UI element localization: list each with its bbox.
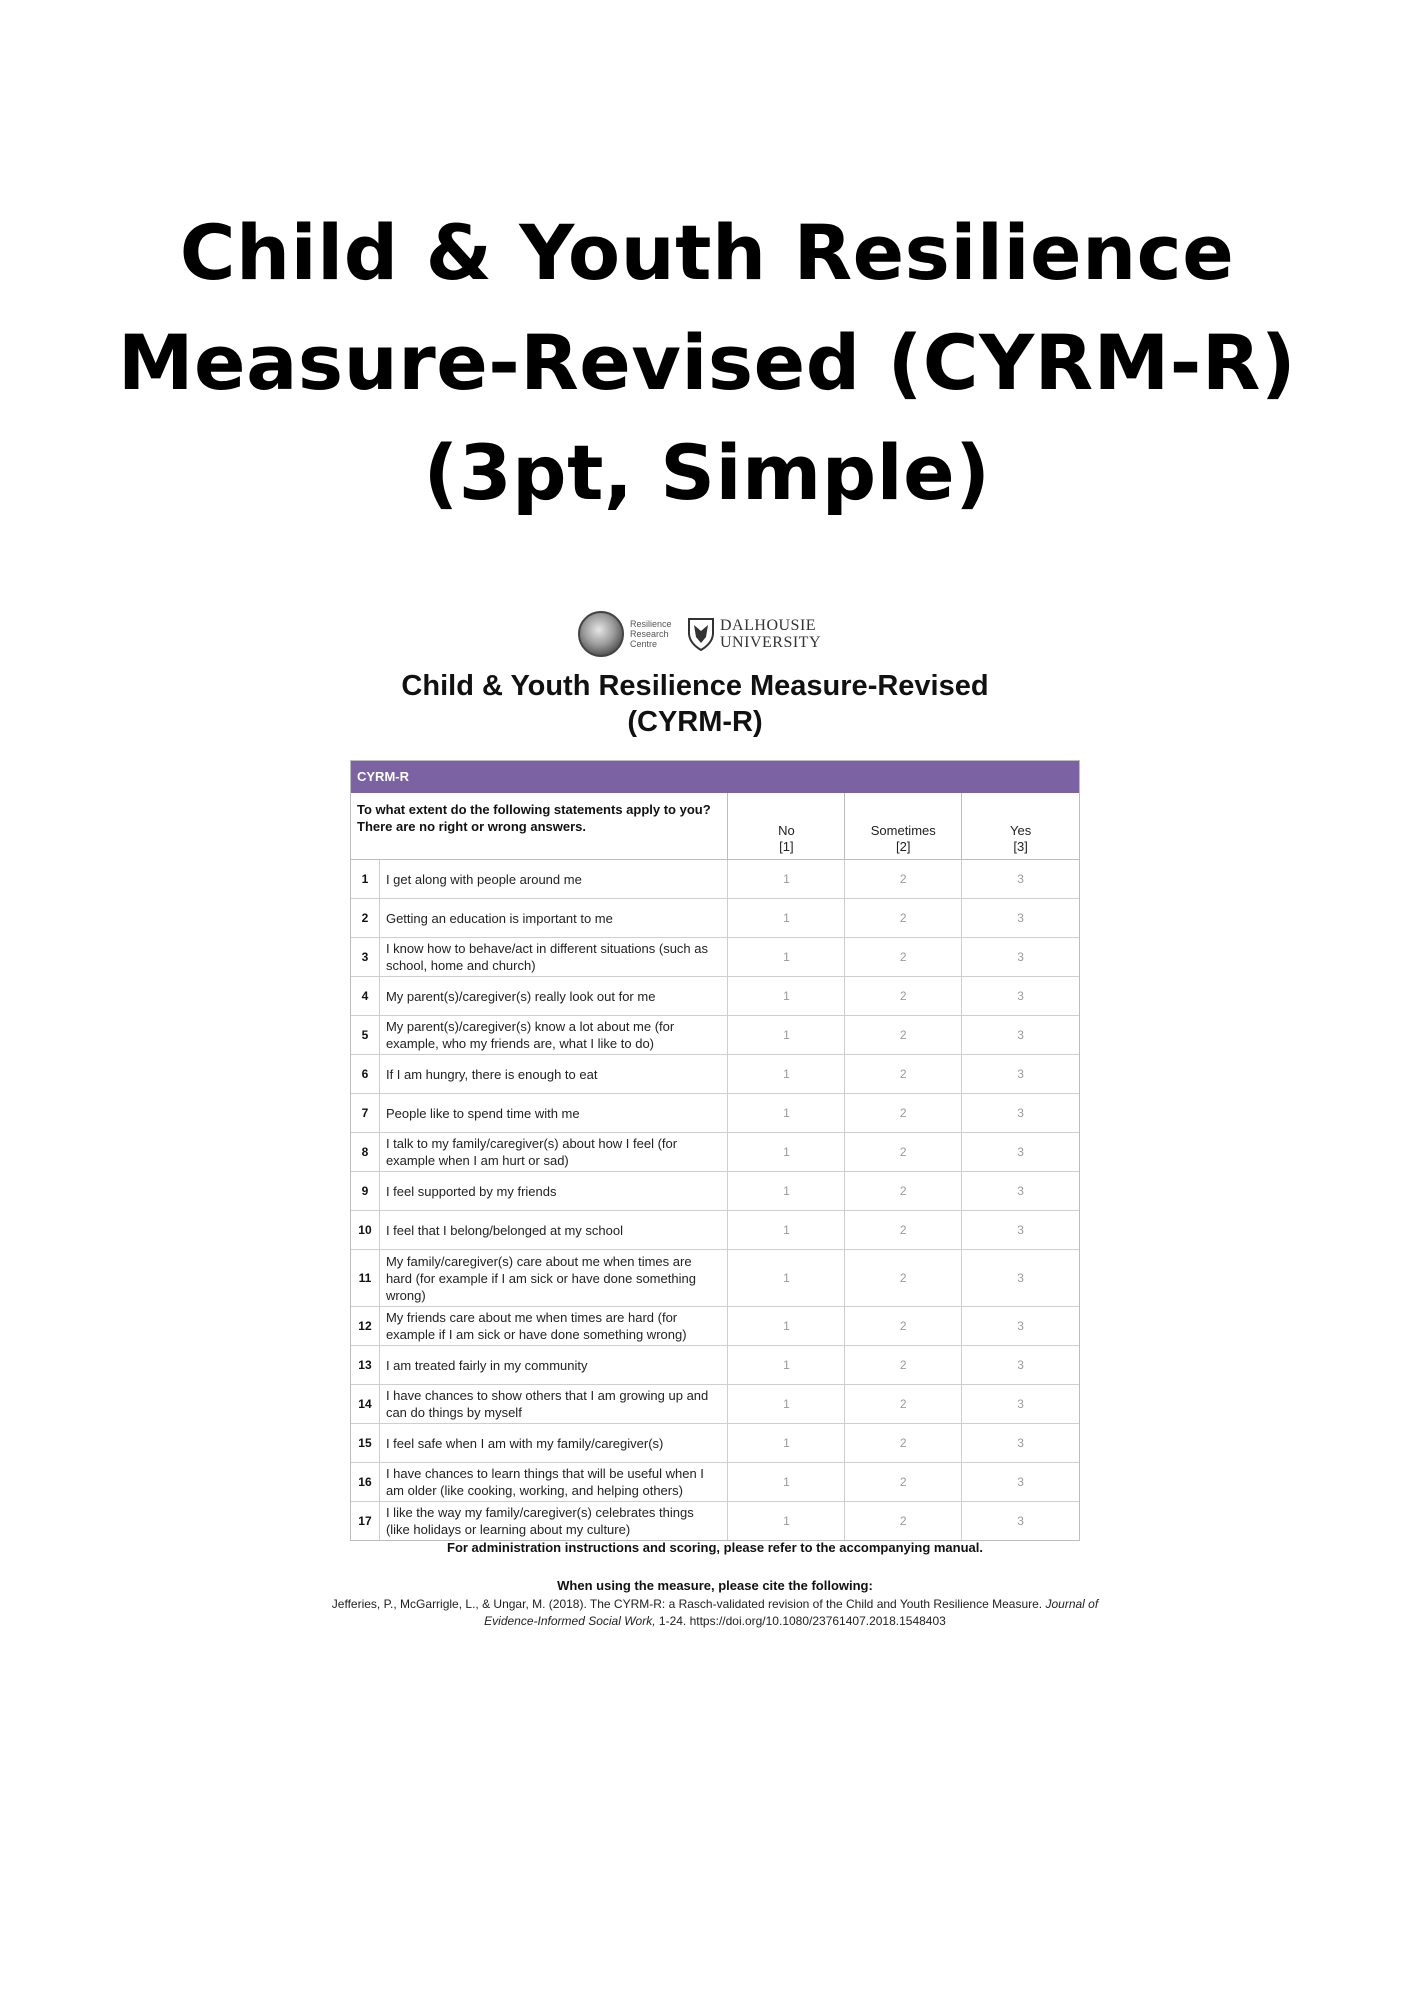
item-number: 2 — [361, 911, 369, 925]
response-sometimes[interactable]: 2 — [844, 1016, 961, 1054]
citation-heading: When using the measure, please cite the following: — [557, 1578, 873, 1593]
response-sometimes[interactable]: 2 — [844, 1133, 961, 1171]
resilience-research-centre-name — [630, 619, 682, 649]
item-statement: I am treated fairly in my community — [379, 1346, 728, 1384]
response-sometimes[interactable]: 2 — [844, 1172, 961, 1210]
response-no[interactable]: 1 — [727, 1172, 844, 1210]
item-number: 9 — [361, 1184, 369, 1198]
resilience-research-centre-logo-icon — [578, 611, 624, 657]
survey-prompt-line-1: To what extent do the following statements apply to you? — [357, 802, 711, 817]
item-statement: If I am hungry, there is enough to eat — [379, 1055, 728, 1093]
column-header-sometimes-label: Sometimes — [870, 823, 936, 838]
citation-authors-title: Jefferies, P., McGarrigle, L., & Ungar, M. (2018). The CYRM-R: a Rasch-validated revision of the Child and Youth Resilience Measure. — [331, 1597, 1043, 1611]
response-sometimes[interactable]: 2 — [844, 899, 961, 937]
item-number: 11 — [358, 1271, 372, 1285]
item-row — [351, 1502, 1079, 1540]
administration-note: For administration instructions and scoring, please refer to the accompanying manual. — [447, 1540, 983, 1555]
citation-text — [330, 1596, 1100, 1630]
response-yes[interactable]: 3 — [961, 1172, 1079, 1210]
citation-journal: Journal of Evidence-Informed Social Work, — [484, 1597, 1099, 1628]
item-row — [351, 1463, 1079, 1502]
response-yes[interactable]: 3 — [961, 1055, 1079, 1093]
response-no[interactable]: 1 — [727, 860, 844, 898]
response-no[interactable]: 1 — [727, 899, 844, 937]
response-no[interactable]: 1 — [727, 977, 844, 1015]
item-number: 17 — [358, 1514, 372, 1528]
response-sometimes[interactable]: 2 — [844, 1055, 961, 1093]
rrc-name-line-2: Research — [630, 629, 669, 639]
item-row — [351, 1250, 1079, 1307]
response-yes[interactable]: 3 — [961, 1016, 1079, 1054]
response-sometimes[interactable]: 2 — [844, 1250, 961, 1306]
column-header-no-label: No — [778, 823, 795, 838]
response-no[interactable]: 1 — [727, 1211, 844, 1249]
response-yes[interactable]: 3 — [961, 1211, 1079, 1249]
item-row — [351, 1385, 1079, 1424]
item-number: 12 — [358, 1319, 372, 1333]
item-statement: My parent(s)/caregiver(s) know a lot about me (for example, who my friends are, what I like to do) — [379, 1016, 728, 1054]
item-number: 16 — [358, 1475, 372, 1489]
document-title-line-2: (CYRM-R) — [627, 706, 763, 738]
item-row — [351, 1016, 1079, 1055]
item-statement: My friends care about me when times are hard (for example if I am sick or have done something wrong) — [379, 1307, 728, 1345]
response-no[interactable]: 1 — [727, 1307, 844, 1345]
response-no[interactable]: 1 — [727, 1463, 844, 1501]
item-statement: I feel safe when I am with my family/caregiver(s) — [379, 1424, 728, 1462]
item-statement: I have chances to show others that I am growing up and can do things by myself — [379, 1385, 728, 1423]
column-header-yes — [961, 793, 1079, 859]
item-number: 4 — [361, 989, 369, 1003]
column-header-no — [727, 793, 844, 859]
item-number: 7 — [361, 1106, 369, 1120]
item-number: 3 — [361, 950, 369, 964]
response-no[interactable]: 1 — [727, 1016, 844, 1054]
item-statement: I feel that I belong/belonged at my school — [379, 1211, 728, 1249]
survey-table — [350, 760, 1080, 1541]
response-yes[interactable]: 3 — [961, 938, 1079, 976]
column-header-yes-code: [3] — [1013, 839, 1028, 854]
response-yes[interactable]: 3 — [961, 860, 1079, 898]
response-no[interactable]: 1 — [727, 1502, 844, 1540]
response-yes[interactable]: 3 — [961, 1250, 1079, 1306]
item-row — [351, 1424, 1079, 1463]
response-yes[interactable]: 3 — [961, 1346, 1079, 1384]
response-yes[interactable]: 3 — [961, 899, 1079, 937]
column-header-sometimes-code: [2] — [896, 839, 911, 854]
response-yes[interactable]: 3 — [961, 1094, 1079, 1132]
response-no[interactable]: 1 — [727, 1133, 844, 1171]
survey-band-label: CYRM-R — [351, 761, 1079, 793]
response-no[interactable]: 1 — [727, 1055, 844, 1093]
item-number: 5 — [361, 1028, 369, 1042]
item-number: 14 — [358, 1397, 372, 1411]
response-no[interactable]: 1 — [727, 1424, 844, 1462]
response-sometimes[interactable]: 2 — [844, 977, 961, 1015]
column-header-no-code: [1] — [779, 839, 794, 854]
item-number: 8 — [361, 1145, 369, 1159]
response-yes[interactable]: 3 — [961, 1424, 1079, 1462]
item-statement: Getting an education is important to me — [379, 899, 728, 937]
response-yes[interactable]: 3 — [961, 1502, 1079, 1540]
rrc-name-line-1: Resilience — [630, 619, 672, 629]
item-statement: I feel supported by my friends — [379, 1172, 728, 1210]
item-row — [351, 1172, 1079, 1211]
document-title — [330, 668, 1060, 740]
item-number: 15 — [358, 1436, 372, 1450]
response-yes[interactable]: 3 — [961, 1385, 1079, 1423]
item-number: 13 — [358, 1358, 372, 1372]
response-yes[interactable]: 3 — [961, 977, 1079, 1015]
response-yes[interactable]: 3 — [961, 1463, 1079, 1501]
response-no[interactable]: 1 — [727, 1346, 844, 1384]
response-no[interactable]: 1 — [727, 1094, 844, 1132]
item-row — [351, 1346, 1079, 1385]
citation-pages-doi: 1-24. https://doi.org/10.1080/23761407.2018.1548403 — [658, 1614, 946, 1628]
headline-line-3: (3pt, Simple) — [423, 428, 991, 517]
dalhousie-university-name — [720, 617, 821, 651]
response-no[interactable]: 1 — [727, 1385, 844, 1423]
survey-prompt-line-2: There are no right or wrong answers. — [357, 819, 586, 834]
response-sometimes[interactable]: 2 — [844, 1385, 961, 1423]
item-statement: I talk to my family/caregiver(s) about how I feel (for example when I am hurt or sad) — [379, 1133, 728, 1171]
response-sometimes[interactable]: 2 — [844, 938, 961, 976]
logo-bar — [578, 606, 821, 662]
item-row — [351, 977, 1079, 1016]
response-sometimes[interactable]: 2 — [844, 1502, 961, 1540]
headline-line-1: Child & Youth Resilience — [179, 208, 1235, 297]
item-number: 6 — [361, 1067, 369, 1081]
response-sometimes[interactable]: 2 — [844, 860, 961, 898]
item-number: 10 — [358, 1223, 372, 1237]
item-row — [351, 860, 1079, 899]
headline-line-2: Measure-Revised (CYRM-R) — [117, 318, 1297, 407]
dal-name-line-1: DALHOUSIE — [720, 617, 817, 634]
document-title-line-1: Child & Youth Resilience Measure-Revised — [401, 670, 989, 702]
rrc-name-line-3: Centre — [630, 639, 658, 649]
item-number: 1 — [361, 872, 369, 886]
dal-name-line-2: UNIVERSITY — [720, 634, 821, 651]
item-row — [351, 938, 1079, 977]
item-statement: I get along with people around me — [379, 860, 728, 898]
item-row — [351, 899, 1079, 938]
response-sometimes[interactable]: 2 — [844, 1211, 961, 1249]
item-row — [351, 1055, 1079, 1094]
item-row — [351, 1094, 1079, 1133]
survey-prompt — [351, 793, 727, 859]
item-statement: People like to spend time with me — [379, 1094, 728, 1132]
response-sometimes[interactable]: 2 — [844, 1346, 961, 1384]
response-sometimes[interactable]: 2 — [844, 1307, 961, 1345]
column-header-sometimes — [844, 793, 961, 859]
item-statement: My family/caregiver(s) care about me when times are hard (for example if I am sick or have done something wrong) — [379, 1250, 728, 1306]
response-yes[interactable]: 3 — [961, 1133, 1079, 1171]
response-sometimes[interactable]: 2 — [844, 1424, 961, 1462]
item-statement: I know how to behave/act in different situations (such as school, home and church) — [379, 938, 728, 976]
column-header-yes-label: Yes — [1009, 823, 1032, 838]
survey-header-row — [351, 793, 1079, 860]
response-yes[interactable]: 3 — [961, 1307, 1079, 1345]
response-no[interactable]: 1 — [727, 938, 844, 976]
item-statement: I like the way my family/caregiver(s) celebrates things (like holidays or learning about my culture) — [379, 1502, 728, 1540]
item-row — [351, 1211, 1079, 1250]
item-statement: I have chances to learn things that will be useful when I am older (like cooking, working, and helping others) — [379, 1463, 728, 1501]
response-sometimes[interactable]: 2 — [844, 1463, 961, 1501]
item-row — [351, 1133, 1079, 1172]
response-sometimes[interactable]: 2 — [844, 1094, 961, 1132]
headline — [0, 198, 1414, 528]
dalhousie-shield-icon — [688, 617, 714, 651]
response-no[interactable]: 1 — [727, 1250, 844, 1306]
item-statement: My parent(s)/caregiver(s) really look out for me — [379, 977, 728, 1015]
item-row — [351, 1307, 1079, 1346]
